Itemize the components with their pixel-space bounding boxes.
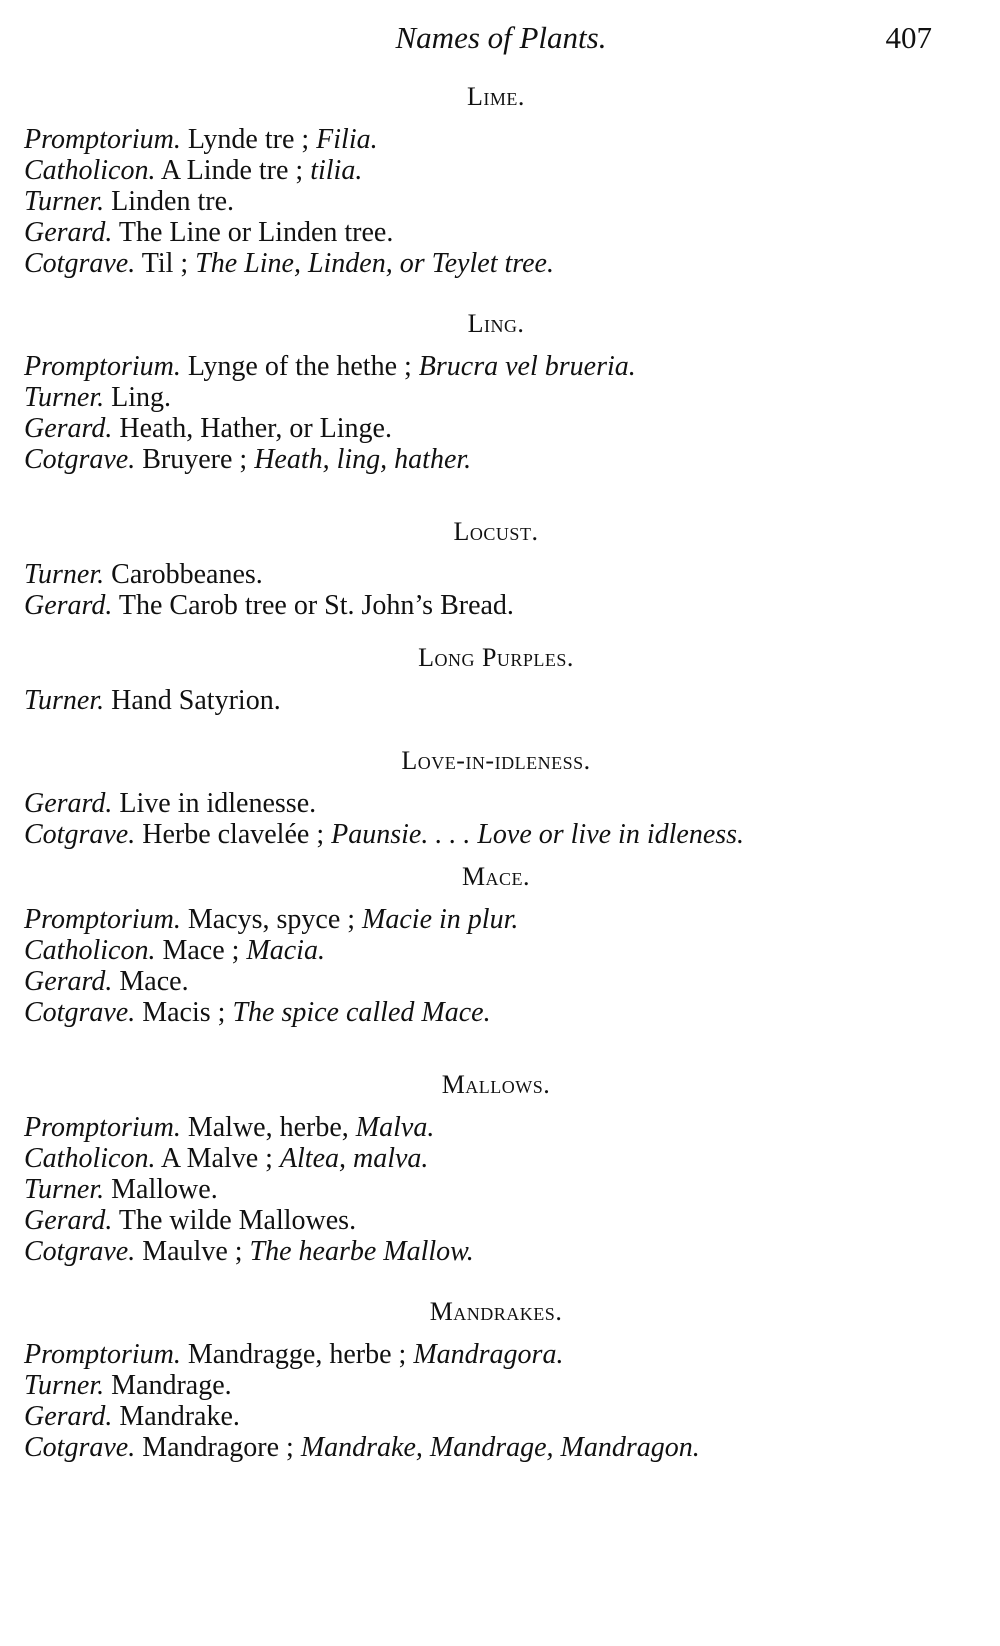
- entry-text: Lynge of the hethe ;: [180, 351, 419, 382]
- entry-text: Til ;: [135, 248, 196, 279]
- latin-text: The hearbe Mallow.: [249, 1236, 474, 1267]
- source-name: Cotgrave.: [24, 819, 136, 850]
- entry-line: [24, 685, 938, 716]
- section-heading: Mace.: [461, 862, 531, 891]
- source-name: Gerard.: [24, 1205, 113, 1236]
- entry-line: [24, 819, 938, 850]
- entry-text: Mace.: [112, 966, 189, 997]
- source-name: Promptorium.: [24, 351, 181, 382]
- source-name: Turner.: [24, 559, 105, 590]
- latin-text: Malva.: [355, 1112, 435, 1143]
- section-heading: Love-in-idleness.: [401, 746, 591, 775]
- entry-line: [24, 413, 938, 444]
- entry-text: Mallowe.: [104, 1174, 218, 1205]
- entry-line: [24, 1432, 938, 1463]
- section-lime: [24, 80, 938, 279]
- source-name: Gerard.: [24, 788, 113, 819]
- latin-text: The Line, Linden, or Teylet tree.: [195, 248, 554, 279]
- source-name: Gerard.: [24, 413, 113, 444]
- source-name: Promptorium.: [24, 124, 181, 155]
- section-heading: Long Purples.: [418, 643, 574, 672]
- section-heading: Lime.: [467, 82, 525, 111]
- source-name: Turner.: [24, 382, 105, 413]
- latin-text: Filia.: [316, 124, 378, 155]
- entry-text: Malwe, herbe,: [180, 1112, 356, 1143]
- source-name: Catholicon.: [24, 155, 156, 186]
- entry-line: [24, 997, 938, 1028]
- entry-text: Maulve ;: [135, 1236, 250, 1267]
- source-name: Turner.: [24, 186, 105, 217]
- source-name: Catholicon.: [24, 935, 156, 966]
- entry-text: Mandrake.: [112, 1401, 240, 1432]
- latin-text: tilia.: [310, 155, 363, 186]
- section-locust: [24, 515, 938, 621]
- source-name: Cotgrave.: [24, 997, 136, 1028]
- entry-line: [24, 382, 938, 413]
- source-name: Catholicon.: [24, 1143, 156, 1174]
- source-name: Promptorium.: [24, 904, 181, 935]
- page-number: 407: [885, 20, 932, 55]
- source-name: Turner.: [24, 1174, 105, 1205]
- section-heading: Ling.: [467, 309, 525, 338]
- entry-text: The Carob tree or St. John’s Bread.: [112, 590, 514, 621]
- entry-line: [24, 217, 938, 248]
- latin-text: Mandrake, Mandrage, Mandragon.: [300, 1432, 700, 1463]
- entry-line: [24, 788, 938, 819]
- source-name: Promptorium.: [24, 1339, 181, 1370]
- entry-text: Carobbeanes.: [104, 559, 263, 590]
- source-name: Cotgrave.: [24, 444, 136, 475]
- section-love-in-idleness: [24, 744, 938, 850]
- entry-line: [24, 559, 938, 590]
- entry-line: [24, 186, 938, 217]
- latin-text: Macia.: [246, 935, 325, 966]
- running-head: [24, 20, 938, 80]
- source-name: Cotgrave.: [24, 248, 136, 279]
- entry-text: A Linde tre ;: [155, 155, 311, 186]
- entry-text: Ling.: [104, 382, 172, 413]
- latin-text: Brucra vel brueria.: [418, 351, 636, 382]
- section-heading: Locust.: [453, 517, 539, 546]
- section-ling: [24, 307, 938, 475]
- source-name: Gerard.: [24, 1401, 113, 1432]
- entry-text: Macis ;: [135, 997, 233, 1028]
- entry-line: [24, 1339, 938, 1370]
- entry-text: Mandragore ;: [135, 1432, 301, 1463]
- entry-line: [24, 1401, 938, 1432]
- entry-text: Live in idlenesse.: [112, 788, 317, 819]
- entry-text: Hand Satyrion.: [104, 685, 281, 716]
- entry-text: Bruyere ;: [135, 444, 255, 475]
- section-heading: Mallows.: [441, 1070, 551, 1099]
- entry-line: [24, 904, 938, 935]
- source-name: Gerard.: [24, 217, 113, 248]
- latin-text: Macie in plur.: [362, 904, 519, 935]
- section-long-purples: [24, 641, 938, 716]
- entry-text: Lynde tre ;: [180, 124, 317, 155]
- entry-line: [24, 444, 938, 475]
- entry-line: [24, 966, 938, 997]
- entry-line: [24, 248, 938, 279]
- source-name: Turner.: [24, 685, 105, 716]
- entry-line: [24, 1370, 938, 1401]
- source-name: Gerard.: [24, 590, 113, 621]
- latin-text: Heath, ling, hather.: [254, 444, 472, 475]
- entry-line: [24, 935, 938, 966]
- entry-line: [24, 590, 938, 621]
- entry-text: Mandragge, herbe ;: [180, 1339, 414, 1370]
- entry-line: [24, 1112, 938, 1143]
- section-heading: Mandrakes.: [429, 1297, 563, 1326]
- source-name: Gerard.: [24, 966, 113, 997]
- section-mace: [24, 860, 938, 1028]
- source-name: Promptorium.: [24, 1112, 181, 1143]
- source-name: Cotgrave.: [24, 1236, 136, 1267]
- entry-text: Macys, spyce ;: [180, 904, 363, 935]
- entry-text: The Line or Linden tree.: [112, 217, 394, 248]
- entry-line: [24, 124, 938, 155]
- section-mallows: [24, 1068, 938, 1267]
- entry-line: [24, 155, 938, 186]
- latin-text: Altea, malva.: [279, 1143, 429, 1174]
- entry-line: [24, 351, 938, 382]
- entry-text: The wilde Mallowes.: [112, 1205, 357, 1236]
- entry-line: [24, 1236, 938, 1267]
- source-name: Turner.: [24, 1370, 105, 1401]
- entry-text: Heath, Hather, or Linge.: [112, 413, 392, 444]
- running-title: Names of Plants.: [395, 20, 607, 55]
- entry-line: [24, 1143, 938, 1174]
- entry-text: Mandrage.: [104, 1370, 232, 1401]
- latin-text: Paunsie. . . . Love or live in idleness.: [331, 819, 745, 850]
- entry-line: [24, 1205, 938, 1236]
- entry-text: Linden tre.: [104, 186, 234, 217]
- entry-line: [24, 1174, 938, 1205]
- section-mandrakes: [24, 1295, 938, 1463]
- latin-text: The spice called Mace.: [232, 997, 491, 1028]
- source-name: Cotgrave.: [24, 1432, 136, 1463]
- entry-text: Herbe clavelée ;: [135, 819, 332, 850]
- entry-text: Mace ;: [155, 935, 247, 966]
- latin-text: Mandragora.: [413, 1339, 564, 1370]
- entry-text: A Malve ;: [155, 1143, 280, 1174]
